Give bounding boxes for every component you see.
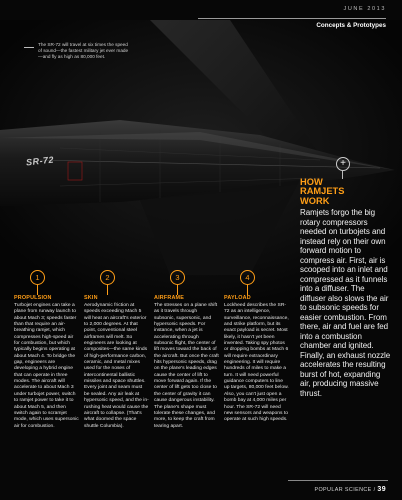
page-footer <box>314 486 386 493</box>
badge-connector <box>247 285 248 295</box>
issue-date: JUNE 2013 <box>343 6 386 12</box>
column-title: PROPULSION <box>14 295 52 301</box>
image-caption <box>38 42 130 60</box>
column-body: Turbojet engines can take a plane from runway launch to about Mach 3; speeds faster than that require an air-breathing ramjet, which compresses high-speed air for combustion, but which typically begins operating at about Mach 4. To bridge the gap, engineers are developing a hybrid engine that can operate in three modes. The aircraft will accelerate to about Mach 3 under turbojet power, switch to ramjet power to take it to about Mach 5, and then switch again to scramjet mode, which uses supersonic air for combustion. <box>14 303 79 429</box>
badge-connector <box>107 285 108 295</box>
plus-icon: + <box>336 157 350 171</box>
footer-divider <box>288 480 388 481</box>
column-body: Lockheed describes the SR-72 as an intelligence, surveillance, reconnaissance, and strike platform, but its exact payload is secret. Most likely, it hasn't yet been invented. Taking spy photos or dropping bombs at Mach 6 will require extraordinary engineering. It will require hundreds of miles to make a turn. It will need powerful guidance computers to line up targets, 80,000 feet below. Also, you can't just open a bomb bay at 4,000 miles per hour. The SR-72 will need new sensors and weapons to operate at such high speeds. <box>224 303 289 423</box>
caption-text: The SR-72 will travel at six times the speed of sound—the fastest military jet ever made—and fly as high as 80,000 feet. <box>38 42 129 59</box>
column-title: PAYLOAD <box>224 295 251 301</box>
ramjets-sidebar <box>300 178 392 398</box>
column-title: SKIN <box>84 295 98 301</box>
badge-connector <box>177 285 178 295</box>
caption-pointer <box>24 47 34 48</box>
column-number-badge: 4 <box>240 270 255 285</box>
sidebar-title-line: RAMJETS <box>300 186 345 197</box>
column-number-badge: 2 <box>100 270 115 285</box>
footer-separator: / <box>373 487 376 493</box>
column-title: AIRFRAME <box>154 295 185 301</box>
column-number-badge: 3 <box>170 270 185 285</box>
column-number-badge: 1 <box>30 270 45 285</box>
sidebar-title-line: WORK <box>300 195 330 206</box>
aircraft-label: SR-72 <box>25 154 55 168</box>
section-title: Concepts & Prototypes <box>316 22 386 29</box>
badge-connector <box>37 285 38 295</box>
sidebar-title-line: HOW <box>300 177 323 187</box>
sidebar-body: Ramjets forgo the big rotary compressors needed on turbojets and instead rely on their own forward motion to compress air. First, air is scooped into an inlet and compressed as it funnels into a diffuser. The diffuser also slows the air to subsonic speeds for easier combustion. From there, air and fuel are fed into a combustion chamber and ignited. Finally, an exhaust nozzle accelerates the resulting burst of hot, expanding air, producing massive thrust. <box>300 208 391 398</box>
column-body: Aerodynamic friction at speeds exceeding Mach 5 will heat an aircraft's exterior to 2,000 degrees. At that point, conventional steel airframes will melt. So engineers are looking at composites—the same kinds of high-performance carbon, ceramic, and metal mixes used for the noses of intercontinental ballistic missiles and space shuttles. Every joint and seam must be sealed. Any air leak at hypersonic speed, and the in-rushing heat would cause the aircraft to collapse. (That's what doomed the space shuttle Columbia). <box>84 303 149 429</box>
page-number: 39 <box>377 486 386 493</box>
publication-name: POPULAR SCIENCE <box>314 487 372 493</box>
header-divider <box>198 18 386 19</box>
column-body: The stresses on a plane shift as it travels through subsonic, supersonic, and hypersonic speeds. For instance, when a jet is accelerating through subsonic flight, the center of lift moves toward the back of the aircraft. But once the craft hits hypersonic speeds, drag on the plane's leading edges cause the center of lift to move forward again. If the center of lift gets too close to the center of gravity it can cause dangerous instability. The plane's shape must tolerate these changes, and more, to keep the craft from tearing apart. <box>154 303 219 429</box>
sidebar-title <box>300 178 392 206</box>
